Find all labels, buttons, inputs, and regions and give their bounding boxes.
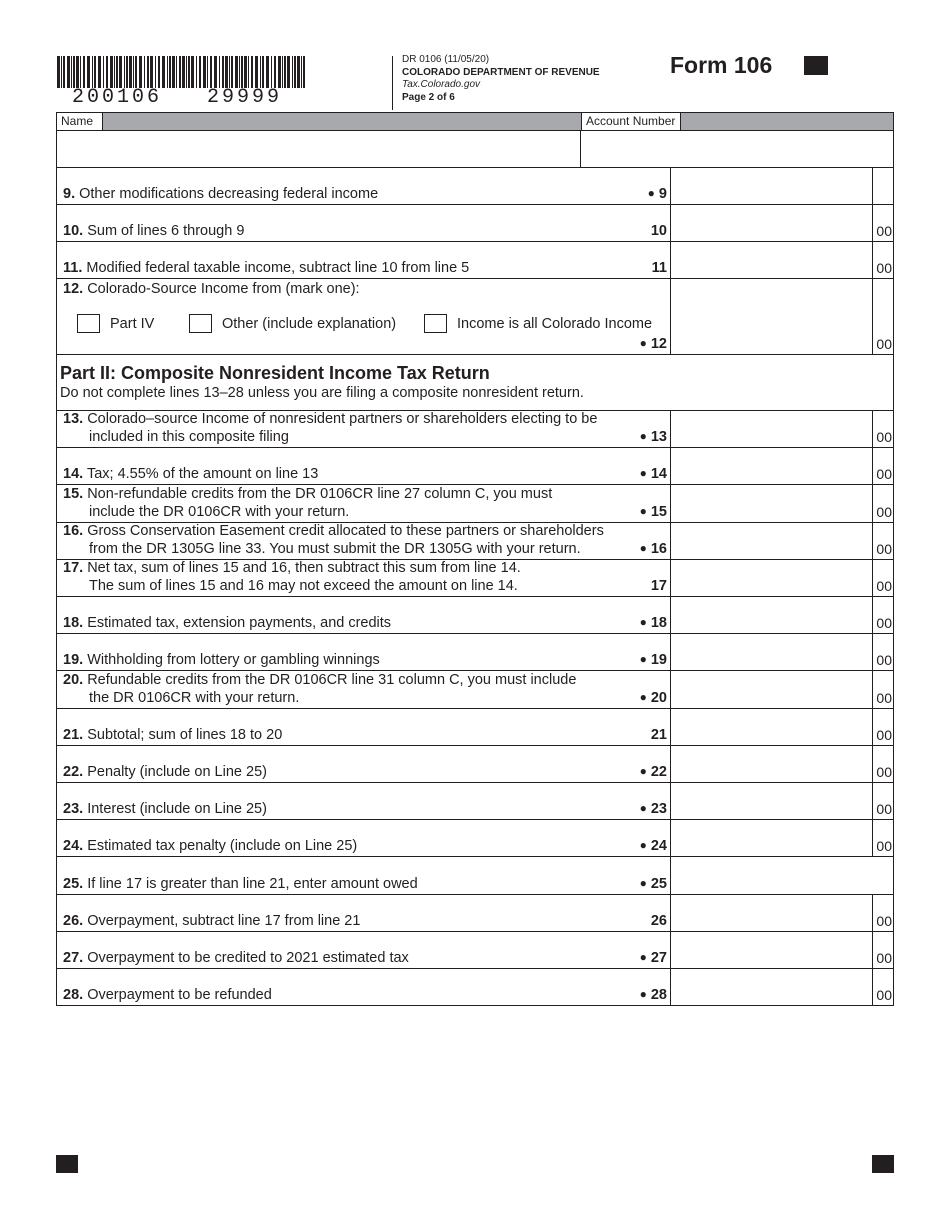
barcode-bar (210, 56, 212, 88)
line-24-cents: 00 (876, 838, 892, 855)
form-code: DR 0106 (11/05/20) (402, 54, 490, 65)
line-9-amount-field[interactable] (671, 168, 893, 204)
barcode-bar (158, 56, 160, 88)
line-12-text: 12. Colorado-Source Income from (mark one): (63, 281, 360, 297)
barcode-bar (271, 56, 272, 88)
line-24-amount-field[interactable] (671, 820, 871, 856)
line-18-amount-field[interactable] (671, 597, 871, 633)
line-21-text: 21. Subtotal; sum of lines 18 to 20 (63, 726, 283, 743)
line-20-ref: ● 20 (639, 689, 667, 706)
barcode-bar (116, 56, 118, 88)
line-17-cents: 00 (876, 577, 892, 594)
line-23-amount-field[interactable] (671, 783, 871, 819)
line-20-text: 20. Refundable credits from the DR 0106CR line 31 column C, you must include the DR 0106CR with your return. (63, 671, 577, 706)
line-18-cents: 00 (876, 615, 892, 632)
barcode-bar (303, 56, 305, 88)
line-13-amount-field[interactable] (671, 411, 871, 447)
line-28-cents: 00 (876, 987, 892, 1004)
line-25-ref: ● 25 (639, 875, 667, 892)
line-23 (56, 783, 894, 820)
barcode-bar (139, 56, 142, 88)
line-22-text: 22. Penalty (include on Line 25) (63, 763, 267, 780)
line-9-ref: ● 9 (647, 186, 667, 202)
option-all-colorado[interactable] (424, 314, 652, 333)
barcode-bar (274, 56, 276, 88)
barcode-bar (147, 56, 149, 88)
line-10 (56, 205, 894, 242)
line-18-text: 18. Estimated tax, extension payments, and credits (63, 615, 392, 632)
line-19-ref: ● 19 (639, 652, 667, 669)
line-19-amount-field[interactable] (671, 634, 871, 670)
line-24 (56, 820, 894, 857)
barcode-bar (167, 56, 168, 88)
barcode-bar (294, 56, 296, 88)
barcode-bar (76, 56, 79, 88)
line-14 (56, 448, 894, 485)
line-17-text: 17. Net tax, sum of lines 15 and 16, then subtract this sum from line 14. The sum of lines 15 and 16 may not exceed the amount on line 14. (63, 559, 521, 594)
barcode-bar (284, 56, 286, 88)
line-14-amount-field[interactable] (671, 448, 871, 484)
barcode-bar (199, 56, 201, 88)
part-ii-header (56, 355, 894, 411)
checkbox-part-iv[interactable] (77, 314, 100, 333)
line-11-ref: 11 (651, 260, 667, 276)
line-21-cents: 00 (876, 726, 892, 743)
barcode-bar (186, 56, 187, 88)
barcode-bar (98, 56, 101, 88)
line-9 (56, 168, 894, 205)
barcode-bar (255, 56, 258, 88)
line-11-text: 11. Modified federal taxable income, subtract line 10 from line 5 (63, 260, 470, 276)
line-27-ref: ● 27 (639, 949, 667, 966)
barcode-bar (229, 56, 230, 88)
line-27 (56, 932, 894, 969)
line-17-ref: 17 (650, 577, 667, 594)
option-part-iv[interactable] (77, 314, 154, 333)
barcode-bar (207, 56, 208, 88)
line-28 (56, 969, 894, 1006)
line-16-amount-field[interactable] (671, 523, 871, 559)
department-name: COLORADO DEPARTMENT OF REVENUE (402, 66, 600, 78)
line-17-amount-field[interactable] (671, 560, 871, 596)
barcode-bar (278, 56, 281, 88)
line-14-text: 14. Tax; 4.55% of the amount on line 13 (63, 466, 319, 483)
barcode-bar (301, 56, 302, 88)
line-22-cents: 00 (876, 763, 892, 780)
registration-mark-bottom-left (56, 1155, 78, 1173)
checkbox-all-colorado[interactable] (424, 314, 447, 333)
form-title: Form 106 (670, 52, 773, 78)
barcode-bar (282, 56, 283, 88)
barcode-bar (251, 56, 253, 88)
line-10-cents: 00 (876, 223, 892, 239)
page-number: Page 2 of 6 (402, 91, 455, 103)
line-15-amount-field[interactable] (671, 485, 871, 521)
line-22-amount-field[interactable] (671, 746, 871, 782)
barcode-bar (61, 56, 62, 88)
line-16-text: 16. Gross Conservation Easement credit allocated to these partners or shareholders from the DR 1305G line 33. You must submit the DR 1305G with your return. (63, 522, 604, 557)
line-25-amount-field[interactable] (671, 857, 893, 893)
barcode-bar (214, 56, 217, 88)
barcode-bar (219, 56, 220, 88)
barcode-bar (266, 56, 269, 88)
line-28-ref: ● 28 (639, 987, 667, 1004)
barcode-bar (119, 56, 122, 88)
line-25 (56, 857, 894, 894)
line-16 (56, 523, 894, 560)
barcode-bar (241, 56, 243, 88)
barcode-bar (172, 56, 175, 88)
website: Tax.Colorado.gov (402, 79, 481, 90)
line-11 (56, 242, 894, 279)
line-27-amount-field[interactable] (671, 932, 871, 968)
name-account-header-bar (56, 112, 894, 131)
barcode-bar (150, 56, 153, 88)
line-26-text: 26. Overpayment, subtract line 17 from line 21 (63, 912, 361, 929)
line-15-text: 15. Non-refundable credits from the DR 0106CR line 27 column C, you must include the DR 0106CR with your return. (63, 485, 553, 520)
line-24-text: 24. Estimated tax penalty (include on Line 25) (63, 838, 358, 855)
line-25-text: 25. If line 17 is greater than line 21, enter amount owed (63, 875, 418, 892)
barcode-bar (67, 56, 70, 88)
line-27-text: 27. Overpayment to be credited to 2021 estimated tax (63, 949, 409, 966)
barcode-bar (297, 56, 300, 88)
barcode-bar (188, 56, 190, 88)
barcode-bar (239, 56, 240, 88)
name-label: Name (57, 113, 103, 130)
part-ii-title: Part II: Composite Nonresident Income Tax Return (60, 363, 490, 383)
barcode-bar (162, 56, 165, 88)
line-12-amount-field[interactable] (671, 279, 893, 354)
line-19-cents: 00 (876, 652, 892, 669)
line-16-ref: ● 16 (639, 540, 667, 557)
line-20-cents: 00 (876, 689, 892, 706)
barcode-bar (103, 56, 104, 88)
line-23-cents: 00 (876, 801, 892, 818)
barcode-bar (155, 56, 156, 88)
line-18-ref: ● 18 (639, 615, 667, 632)
barcode-bar (262, 56, 264, 88)
barcode-bar (179, 56, 181, 88)
barcode-bar (196, 56, 197, 88)
barcode-bar (244, 56, 247, 88)
barcode-bar (182, 56, 185, 88)
line-13 (56, 411, 894, 448)
barcode-bar (133, 56, 134, 88)
barcode-bar (126, 56, 128, 88)
barcode-bar (144, 56, 145, 88)
line-10-text: 10. Sum of lines 6 through 9 (63, 223, 245, 239)
line-19 (56, 634, 894, 671)
line-22 (56, 746, 894, 783)
barcode-bar (129, 56, 132, 88)
barcode-bar (71, 56, 72, 88)
line-17 (56, 560, 894, 597)
barcode-bar (231, 56, 233, 88)
barcode-bar (260, 56, 261, 88)
line-26-amount-field[interactable] (671, 895, 871, 931)
option-other[interactable] (189, 314, 396, 333)
line-23-text: 23. Interest (include on Line 25) (63, 801, 267, 818)
line-10-ref: 10 (650, 223, 667, 239)
barcode-bar (106, 56, 108, 88)
line-16-cents: 00 (876, 540, 892, 557)
barcode-bar (92, 56, 93, 88)
line-24-ref: ● 24 (639, 838, 667, 855)
line-21 (56, 709, 894, 746)
barcode-bar (114, 56, 115, 88)
line-27-cents: 00 (876, 949, 892, 966)
line-28-amount-field[interactable] (671, 969, 871, 1005)
registration-mark-top (804, 56, 828, 75)
barcode-bar (83, 56, 85, 88)
line-10-amount-field[interactable] (671, 205, 871, 241)
line-15 (56, 485, 894, 522)
line-13-ref: ● 13 (639, 429, 667, 446)
barcode-bar (222, 56, 224, 88)
line-22-ref: ● 22 (639, 763, 667, 780)
name-account-input-row (56, 130, 894, 168)
line-12-cents: 00 (876, 336, 892, 352)
barcode-number: 200106 29999 (72, 86, 283, 109)
line-13-cents: 00 (876, 429, 892, 446)
barcode-bar (169, 56, 171, 88)
line-12-ref: ● 12 (639, 336, 667, 352)
barcode-bar (225, 56, 228, 88)
line-13-text: 13. Colorado–source Income of nonresident partners or shareholders electing to be included in this composite filing (63, 411, 598, 446)
header-divider (392, 56, 393, 110)
barcode (57, 56, 309, 88)
form-info (402, 54, 600, 104)
account-number-input[interactable] (582, 130, 893, 167)
barcode-bar (110, 56, 113, 88)
line-9-text: 9. Other modifications decreasing federal income (63, 186, 379, 202)
barcode-bar (94, 56, 96, 88)
barcode-bar (191, 56, 194, 88)
line-26 (56, 895, 894, 932)
line-14-ref: ● 14 (639, 466, 667, 483)
line-19-text: 19. Withholding from lottery or gambling winnings (63, 652, 380, 669)
line-11-amount-field[interactable] (671, 242, 871, 278)
line-20 (56, 671, 894, 708)
line-18 (56, 597, 894, 634)
barcode-bar (80, 56, 81, 88)
barcode-bar (63, 56, 65, 88)
barcode-bar (57, 56, 60, 88)
barcode-bar (292, 56, 293, 88)
line-23-ref: ● 23 (639, 801, 667, 818)
account-number-label: Account Number (581, 113, 681, 130)
option-other-label: Other (include explanation) (222, 315, 397, 332)
line-15-cents: 00 (876, 503, 892, 520)
option-all-colorado-label: Income is all Colorado Income (457, 315, 653, 332)
barcode-bar (73, 56, 75, 88)
line-15-ref: ● 15 (639, 503, 667, 520)
part-ii-subtitle: Do not complete lines 13–28 unless you are filing a composite nonresident return. (60, 385, 584, 401)
line-26-cents: 00 (876, 912, 892, 929)
checkbox-other[interactable] (189, 314, 212, 333)
line-28-text: 28. Overpayment to be refunded (63, 987, 272, 1004)
barcode-bar (203, 56, 206, 88)
line-20-amount-field[interactable] (671, 671, 871, 707)
registration-mark-bottom-right (872, 1155, 894, 1173)
barcode-bar (135, 56, 137, 88)
barcode-bar (287, 56, 290, 88)
barcode-bar (176, 56, 177, 88)
line-21-amount-field[interactable] (671, 709, 871, 745)
name-input[interactable] (57, 130, 581, 167)
barcode-bar (248, 56, 249, 88)
barcode-bar (124, 56, 125, 88)
line-14-cents: 00 (876, 466, 892, 483)
line-26-ref: 26 (650, 912, 667, 929)
line-21-ref: 21 (650, 726, 667, 743)
option-part-iv-label: Part IV (110, 315, 155, 332)
line-11-cents: 00 (876, 260, 892, 276)
barcode-bar (235, 56, 238, 88)
barcode-bar (87, 56, 90, 88)
